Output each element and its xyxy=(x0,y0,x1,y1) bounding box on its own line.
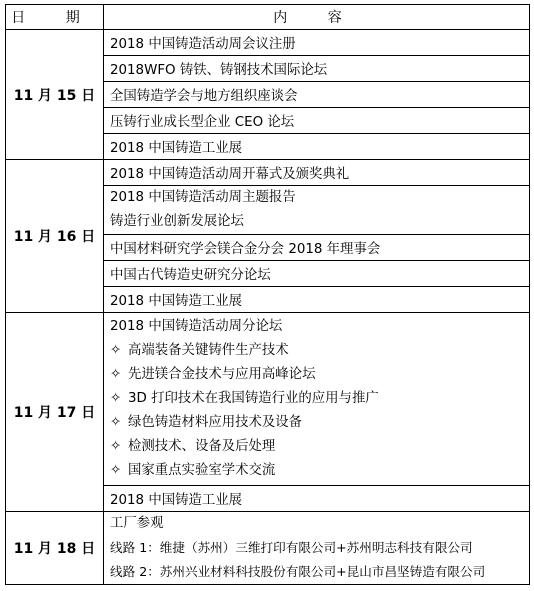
diamond-bullet-icon: ✧ xyxy=(110,367,122,382)
date-column-header: 日 期 xyxy=(6,5,104,30)
event-line: 铸造行业创新发展论坛 xyxy=(110,214,244,229)
date-cell-day1: 11 月 15 日 xyxy=(6,30,104,160)
schedule-table xyxy=(5,4,530,585)
forum-heading: 2018 中国铸造活动周分论坛 xyxy=(110,319,283,334)
list-item xyxy=(110,363,529,387)
date-cell-day3: 11 月 17 日 xyxy=(6,313,104,512)
factory-visit-title: 工厂参观 xyxy=(110,516,164,531)
event-cell-multiline xyxy=(104,186,530,235)
event-cell: 全国铸造学会与地方组织座谈会 xyxy=(104,82,530,108)
list-item xyxy=(110,387,529,411)
factory-visit-cell xyxy=(104,512,530,585)
event-cell: 中国材料研究学会镁合金分会 2018 年理事会 xyxy=(104,235,530,261)
table-row xyxy=(6,512,530,585)
diamond-bullet-icon: ✧ xyxy=(110,391,122,406)
header-row xyxy=(6,5,530,30)
route-1: 线路 1：维捷（苏州）三维打印有限公司+苏州明志科技有限公司 xyxy=(110,540,473,555)
list-item xyxy=(110,459,529,483)
date-cell-day4: 11 月 18 日 xyxy=(6,512,104,585)
diamond-bullet-icon: ✧ xyxy=(110,463,122,478)
forum-item: 3D 打印技术在我国铸造行业的应用与推广 xyxy=(128,391,379,406)
forum-item: 检测技术、设备及后处理 xyxy=(128,439,276,454)
event-cell: 2018WFO 铸铁、铸钢技术国际论坛 xyxy=(104,56,530,82)
event-cell: 2018 中国铸造工业展 xyxy=(104,486,530,512)
forum-item: 先进镁合金技术与应用高峰论坛 xyxy=(128,367,316,382)
event-cell: 2018 中国铸造活动周开幕式及颁奖典礼 xyxy=(104,160,530,186)
table-row xyxy=(6,313,530,486)
list-item xyxy=(110,339,529,363)
event-cell: 压铸行业成长型企业 CEO 论坛 xyxy=(104,108,530,134)
list-item xyxy=(110,435,529,459)
forum-list-cell xyxy=(104,313,530,486)
event-cell: 2018 中国铸造工业展 xyxy=(104,287,530,313)
diamond-bullet-icon: ✧ xyxy=(110,415,122,430)
date-cell-day2: 11 月 16 日 xyxy=(6,160,104,313)
route-2: 线路 2：苏州兴业材料科技股份有限公司+昆山市昌坚铸造有限公司 xyxy=(110,564,486,579)
content-column-header: 内 容 xyxy=(104,5,530,30)
table-row xyxy=(6,160,530,186)
diamond-bullet-icon: ✧ xyxy=(110,439,122,454)
event-cell: 2018 中国铸造活动周会议注册 xyxy=(104,30,530,56)
forum-item: 绿色铸造材料应用技术及设备 xyxy=(128,415,303,430)
event-cell: 2018 中国铸造工业展 xyxy=(104,134,530,160)
event-line: 2018 中国铸造活动周主题报告 xyxy=(110,190,296,205)
forum-item: 高端装备关键铸件生产技术 xyxy=(128,343,289,358)
diamond-bullet-icon: ✧ xyxy=(110,343,122,358)
list-item xyxy=(110,411,529,435)
forum-item: 国家重点实验室学术交流 xyxy=(128,463,276,478)
event-cell: 中国古代铸造史研究分论坛 xyxy=(104,261,530,287)
table-row xyxy=(6,30,530,56)
